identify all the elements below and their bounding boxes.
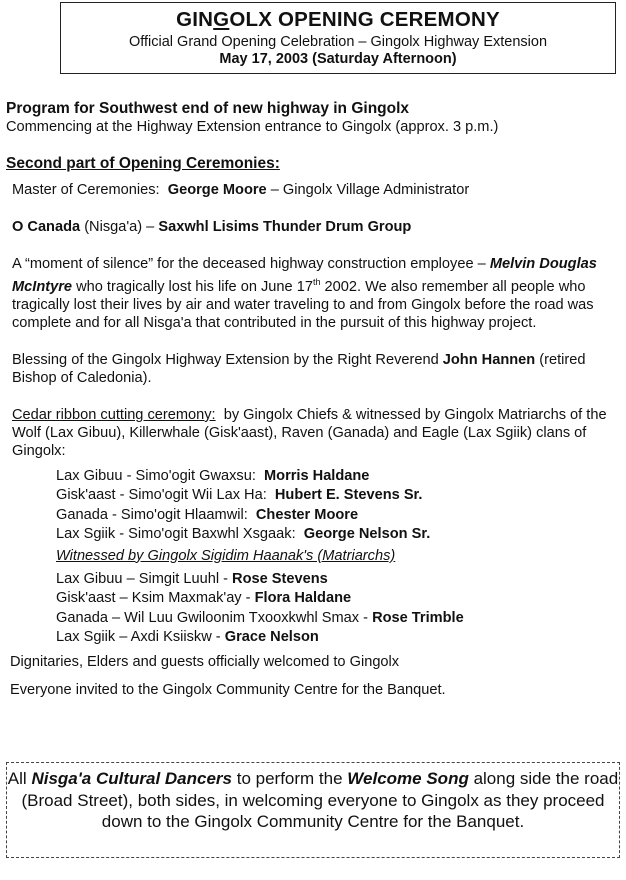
list-item: Ganada - Simo'ogit Hlaamwil: Chester Moore bbox=[56, 506, 359, 523]
blessing-paragraph: Blessing of the Gingolx Highway Extension by the Right Reverend John Hannen (retired Bishop of Caledonia). bbox=[12, 351, 586, 386]
witness-heading: Witnessed by Gingolx Sigidim Haanak's (Matriarchs) bbox=[56, 547, 396, 564]
list-item: Lax Sgiik - Simo'ogit Baxwhl Xsgaak: George Nelson Sr. bbox=[56, 526, 431, 543]
document-subtitle: Official Grand Opening Celebration – Gingolx Highway Extension bbox=[128, 34, 548, 50]
banquet-line: Everyone invited to the Gingolx Community Centre for the Banquet. bbox=[10, 681, 446, 698]
list-item: Gisk'aast - Simo'ogit Wii Lax Ha: Hubert E. Stevens Sr. bbox=[56, 487, 423, 504]
document-title: GINGOLX OPENING CEREMONY bbox=[176, 8, 500, 31]
dignitaries-line: Dignitaries, Elders and guests officially welcomed to Gingolx bbox=[10, 653, 400, 670]
chiefs-list bbox=[6, 467, 618, 545]
dancers-notice-box: All Nisga'a Cultural Dancers to perform the Welcome Song along side the road (Broad Street), both sides, in welcoming everyone to Gingolx as they proceed down to the Gingolx Community Centre for the Banquet. bbox=[6, 762, 620, 858]
program-content bbox=[6, 100, 618, 699]
header-box bbox=[60, 2, 616, 74]
list-item: Gisk'aast – Ksim Maxmak'ay - Flora Haldane bbox=[56, 590, 352, 607]
list-item: Ganada – Wil Luu Gwiloonim Txooxkwhl Smax - Rose Trimble bbox=[56, 609, 464, 626]
second-part-heading: Second part of Opening Ceremonies: bbox=[6, 155, 280, 172]
program-heading: Program for Southwest end of new highway in Gingolx bbox=[6, 100, 410, 117]
mc-line: Master of Ceremonies: George Moore – Gingolx Village Administrator bbox=[12, 182, 470, 198]
list-item: Lax Gibuu – Simgit Luuhl - Rose Stevens bbox=[56, 570, 328, 587]
ribbon-paragraph: Cedar ribbon cutting ceremony: by Gingolx Chiefs & witnessed by Gingolx Matriarchs of the Wolf (Lax Gibuu), Killerwhale (Gisk'aast), Raven (Ganada) and Eagle (Lax Sgiik) clans of Gingolx: bbox=[12, 406, 607, 459]
silence-paragraph: A “moment of silence” for the deceased highway construction employee – Melvin Douglas McIntyre who tragically lost his life on June 17th 2002. We also remember all people who tragically lost their lives by air and water traveling to and from Gingolx before the road was complete and for all Nisga'a that contributed in the pursuit of this highway project. bbox=[12, 256, 597, 331]
document-date: May 17, 2003 (Saturday Afternoon) bbox=[219, 51, 457, 67]
anthem-line: O Canada (Nisga'a) – Saxwhl Lisims Thunder Drum Group bbox=[12, 219, 412, 235]
list-item: Lax Sgiik – Axdi Ksiiskw - Grace Nelson bbox=[56, 629, 319, 646]
program-text: Commencing at the Highway Extension entrance to Gingolx (approx. 3 p.m.) bbox=[6, 119, 499, 135]
matriarchs-list bbox=[6, 570, 618, 648]
list-item: Lax Gibuu - Simo'ogit Gwaxsu: Morris Haldane bbox=[56, 467, 370, 484]
